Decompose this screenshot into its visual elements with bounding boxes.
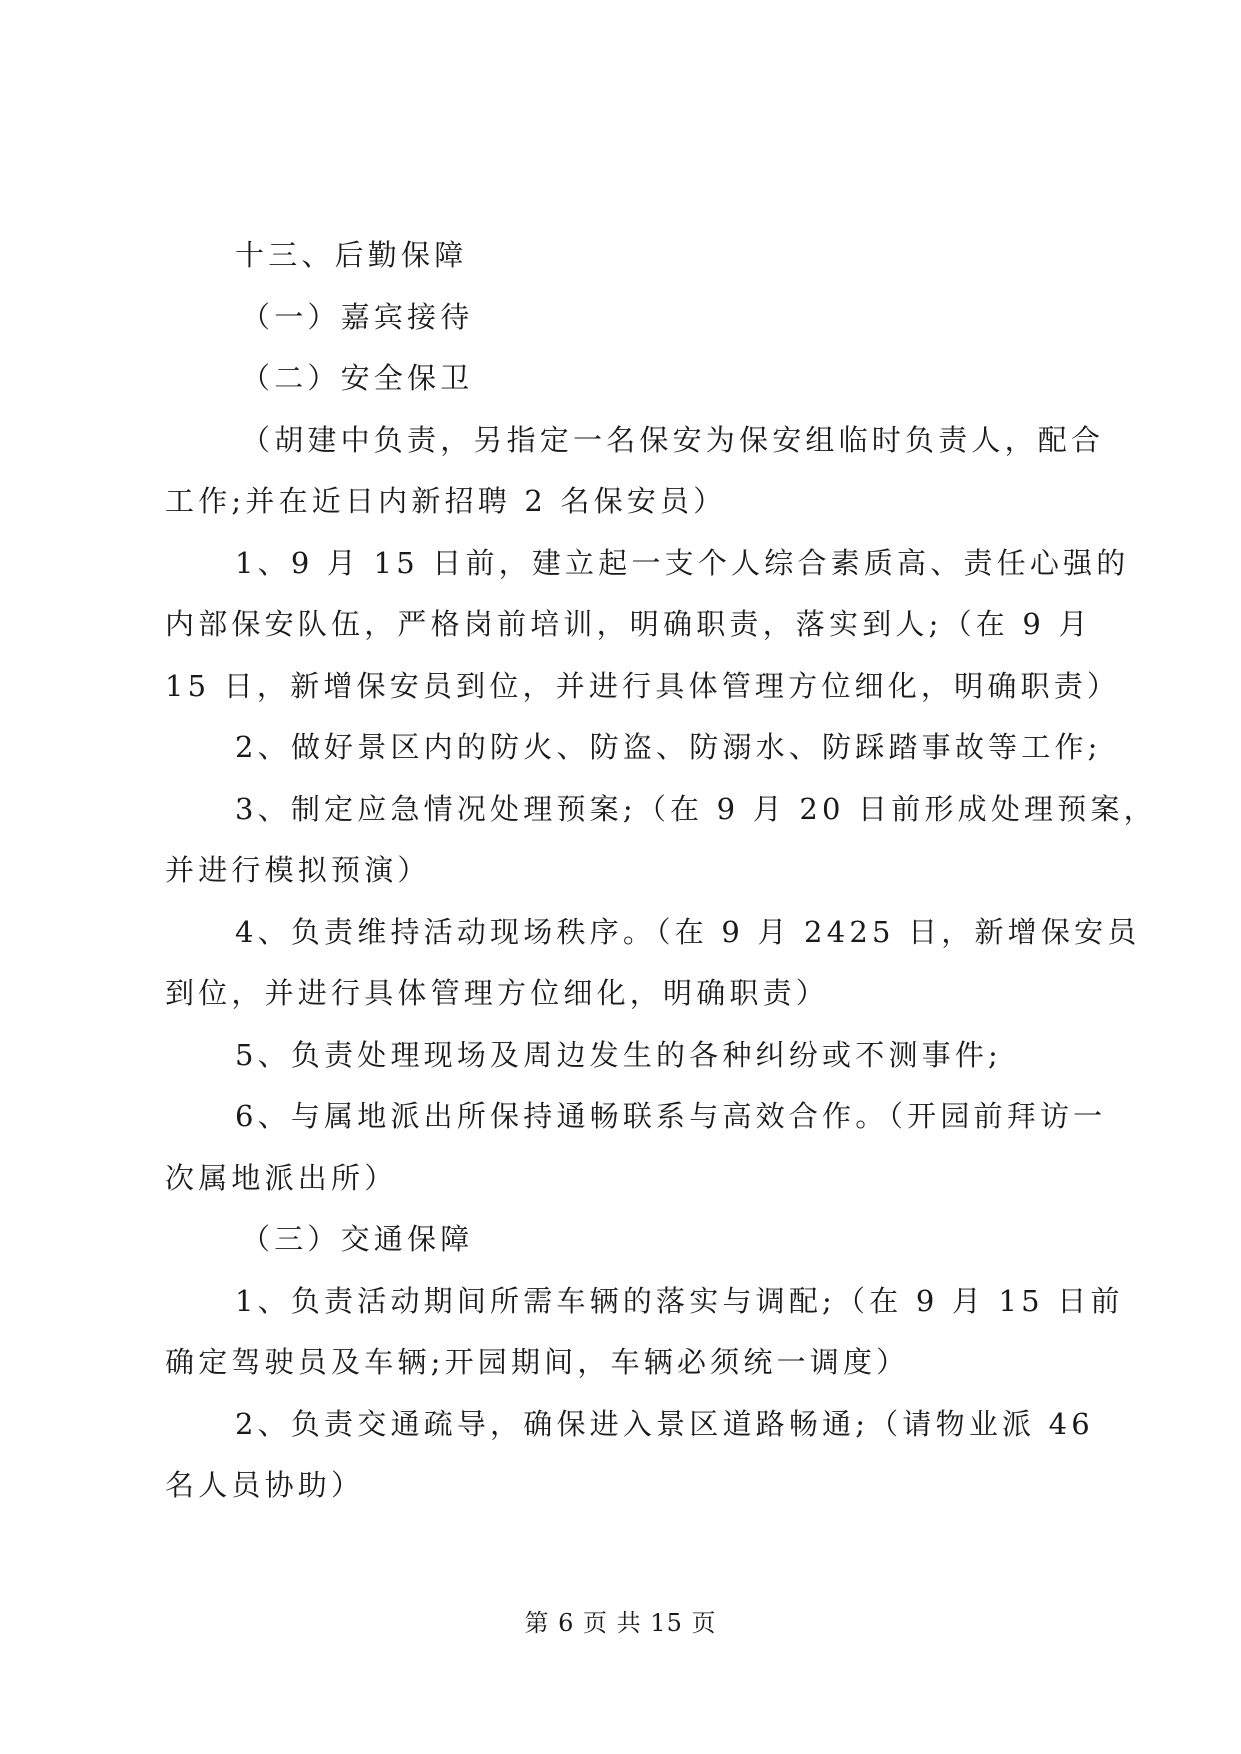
text-line: 4、负责维持活动现场秩序。（在 9 月 2425 日，新增保安员 <box>235 914 1141 949</box>
security-item-2 <box>165 717 1102 779</box>
security-note-paragraph <box>165 410 1105 533</box>
traffic-item-2 <box>165 1394 1094 1517</box>
text-line: 6、与属地派出所保持通畅联系与高效合作。（开园前拜访一 <box>235 1099 1107 1133</box>
security-item-1 <box>165 533 1130 718</box>
security-item-3 <box>165 779 1157 902</box>
text-line: 1、负责活动期间所需车辆的落实与调配;（在 9 月 15 日前 <box>235 1283 1124 1318</box>
page-number-footer: 第 6 页 共 15 页 <box>524 1609 717 1637</box>
traffic-item-1 <box>165 1271 1124 1394</box>
text-line: 2、做好景区内的防火、防盗、防溺水、防踩踏事故等工作; <box>235 730 1102 764</box>
text-line: （三）交通保障 <box>241 1222 474 1256</box>
subsection-heading-reception <box>165 287 1080 349</box>
text-line: 十三、后勤保障 <box>235 238 468 272</box>
security-item-4 <box>165 902 1141 1025</box>
text-line: 1、9 月 15 日前，建立起一支个人综合素质高、责任心强的 <box>235 545 1130 580</box>
text-line: 并进行模拟预演） <box>165 853 431 887</box>
text-line: （二）安全保卫 <box>241 361 474 395</box>
text-line: 2、负责交通疏导，确保进入景区道路畅通;（请物业派 46 <box>235 1406 1094 1441</box>
security-item-5 <box>165 1025 1080 1087</box>
text-line: （胡建中负责，另指定一名保安为保安组临时负责人，配合 <box>241 422 1105 457</box>
text-line: 确定驾驶员及车辆;开园期间，车辆必须统一调度） <box>165 1345 910 1379</box>
text-line: 5、负责处理现场及周边发生的各种纠纷或不测事件; <box>235 1037 1003 1072</box>
text-line: 次属地派出所） <box>165 1160 398 1195</box>
subsection-heading-security <box>165 348 1080 410</box>
document-body <box>165 225 1157 1517</box>
text-line: 工作;并在近日内新招聘 2 名保安员） <box>165 484 727 518</box>
section-heading <box>165 225 1080 287</box>
text-line: 到位，并进行具体管理方位细化，明确职责） <box>165 976 830 1010</box>
subsection-heading-traffic <box>165 1209 1080 1271</box>
security-item-6 <box>165 1086 1107 1209</box>
text-line: 名人员协助） <box>165 1468 365 1502</box>
text-line: 3、制定应急情况处理预案;（在 9 月 20 日前形成处理预案， <box>235 791 1157 826</box>
text-line: 15 日，新增保安员到位，并进行具体管理方位细化，明确职责） <box>165 668 1121 703</box>
text-line: 内部保安队伍，严格岗前培训，明确职责，落实到人;（在 9 月 <box>165 607 1092 641</box>
text-line: （一）嘉宾接待 <box>241 299 474 334</box>
